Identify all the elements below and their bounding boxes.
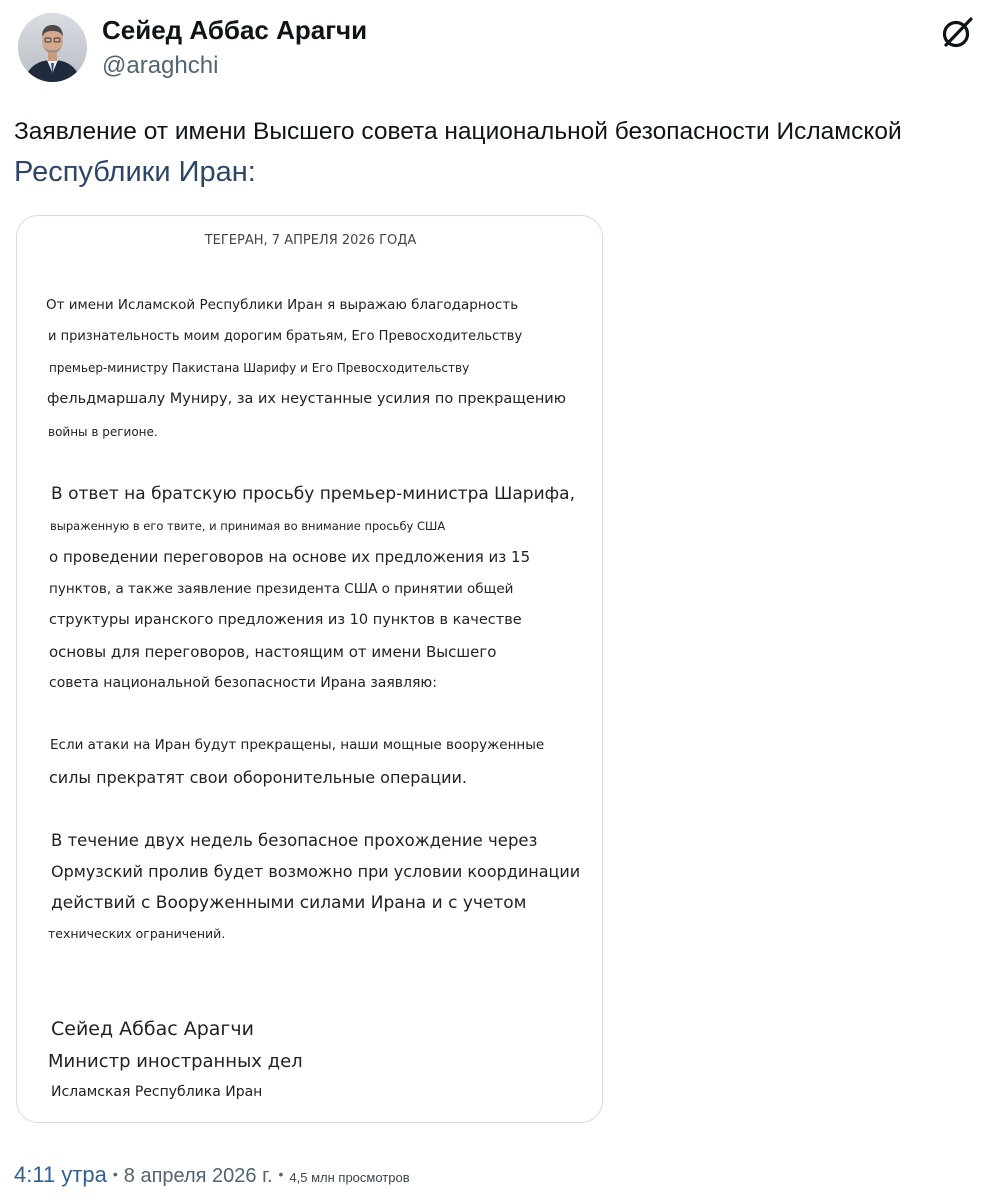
person-portrait-icon: [18, 13, 87, 82]
statement-line: войны в регионе.: [48, 425, 158, 439]
statement-line: основы для переговоров, настоящим от имени Высшего: [49, 643, 497, 661]
grok-icon[interactable]: [940, 14, 976, 50]
tweet-meta: [14, 1160, 410, 1190]
separator-dot: •: [278, 1166, 284, 1182]
statement-line: выраженную в его твите, и принимая во внимание просьбу США: [50, 519, 446, 533]
signature-country: Исламская Республика Иран: [51, 1084, 263, 1100]
tweet-time-link[interactable]: 4:11 утра: [14, 1162, 107, 1187]
author-handle[interactable]: @araghchi: [102, 52, 219, 79]
statement-line: В течение двух недель безопасное прохождение через: [51, 831, 538, 850]
statement-line: пунктов, а также заявление президента США о принятии общей: [49, 581, 514, 597]
statement-line: В ответ на братскую просьбу премьер-министра Шарифа,: [51, 484, 575, 504]
statement-line: о проведении переговоров на основе их предложения из 15: [49, 548, 531, 566]
statement-date: ТЕГЕРАН, 7 АПРЕЛЯ 2026 ГОДА: [204, 233, 417, 248]
statement-line: структуры иранского предложения из 10 пунктов в качестве: [49, 612, 522, 628]
statement-line: Ормузский пролив будет возможно при условии координации: [51, 862, 581, 881]
author-display-name[interactable]: Сейед Аббас Арагчи: [102, 15, 368, 45]
view-count[interactable]: 4,5 млн просмотров: [289, 1170, 410, 1185]
tweet-text: [14, 112, 974, 192]
statement-line: действий с Вооруженными силами Ирана и с учетом: [51, 893, 527, 913]
statement-line: и признательность моим дорогим братьям, Его Превосходительству: [48, 329, 523, 344]
statement-line: совета национальной безопасности Ирана заявляю:: [49, 675, 437, 691]
statement-line: силы прекратят свои оборонительные операции.: [49, 768, 467, 787]
tweet-date[interactable]: 8 апреля 2026 г.: [123, 1165, 273, 1187]
tweet-text-line: Республики Иран:: [14, 156, 256, 188]
statement-line: фельдмаршалу Муниру, за их неустанные усилия по прекращению: [47, 391, 566, 407]
signature-title: Министр иностранных дел: [48, 1051, 303, 1072]
tweet-text-line: Заявление от имени Высшего совета национальной безопасности Исламской: [14, 118, 902, 145]
signature-name: Сейед Аббас Арагчи: [51, 1018, 254, 1040]
statement-line: Если атаки на Иран будут прекращены, наши мощные вооруженные: [50, 737, 545, 753]
separator-dot: •: [112, 1166, 118, 1182]
statement-line: премьер-министру Пакистана Шарифу и Его Превосходительству: [49, 361, 470, 375]
avatar[interactable]: [18, 13, 87, 82]
statement-line: От имени Исламской Республики Иран я выражаю благодарность: [46, 297, 519, 313]
statement-line: технических ограничений.: [48, 926, 226, 941]
statement-image[interactable]: [16, 215, 603, 1123]
